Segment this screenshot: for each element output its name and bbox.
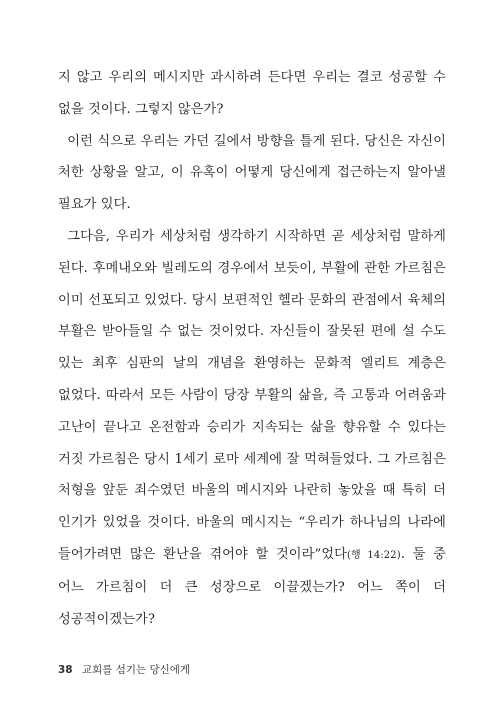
paragraph-continuation: 지 않고 우리의 메시지만 과시하려 든다면 우리는 결코 성공할 수 없을 것이다. 그렇지 않은가? (58, 70, 446, 117)
page-number: 38 (58, 664, 73, 676)
scripture-reference: (행 14:22) (347, 549, 401, 561)
running-title: 교회를 섬기는 당신에게 (81, 664, 191, 676)
paragraph-resurrection-teaching (58, 221, 446, 635)
paragraph-text-main: 그다음, 우리가 세상처럼 생각하기 시작하면 곧 세상처럼 말하게 된다. 후메내오와 빌레도의 경우에서 보듯이, 부활에 관한 가르침은 이미 선포되고 있었다. 당시 보편적인 헬라 문화의 관점에서 육체의 부활은 받아들일 수 없는 것이었다. 자신들이 잘못된 편에 설 수도 있는 최후 심판의 날의 개념을 환영하는 문화적 엘리트 계층은 없었다. 따라서 모든 사람이 당장 부활의 삶을, 즉 고통과 어려움과 고난이 끝나고 온전함과 승리가 지속되는 삶을 향유할 수 있다는 거짓 가르침은 당시 1세기 로마 세계에 잘 먹혀들었다. 그 가르침은 처형을 앞둔 죄수였던 바울의 메시지와 나란히 놓았을 때 특히 더 인기가 있었을 것이다. 바울의 메시지는 “우리가 하나님의 나라에 들어가려면 많은 환난을 겪어야 할 것이라”었다 (58, 228, 446, 562)
paragraph-temptation: 이런 식으로 우리는 가던 길에서 방향을 틀게 된다. 당신은 자신이 처한 상황을 알고, 이 유혹이 어떻게 당신에게 접근하는지 알아낼 필요가 있다. (58, 133, 446, 213)
page-footer (58, 662, 190, 677)
paragraph-text-end: . 둘 중 어느 가르침이 더 큰 성장으로 이끌겠는가? 어느 쪽이 더 성공적이겠는가? (58, 546, 446, 627)
body-text (58, 62, 446, 635)
